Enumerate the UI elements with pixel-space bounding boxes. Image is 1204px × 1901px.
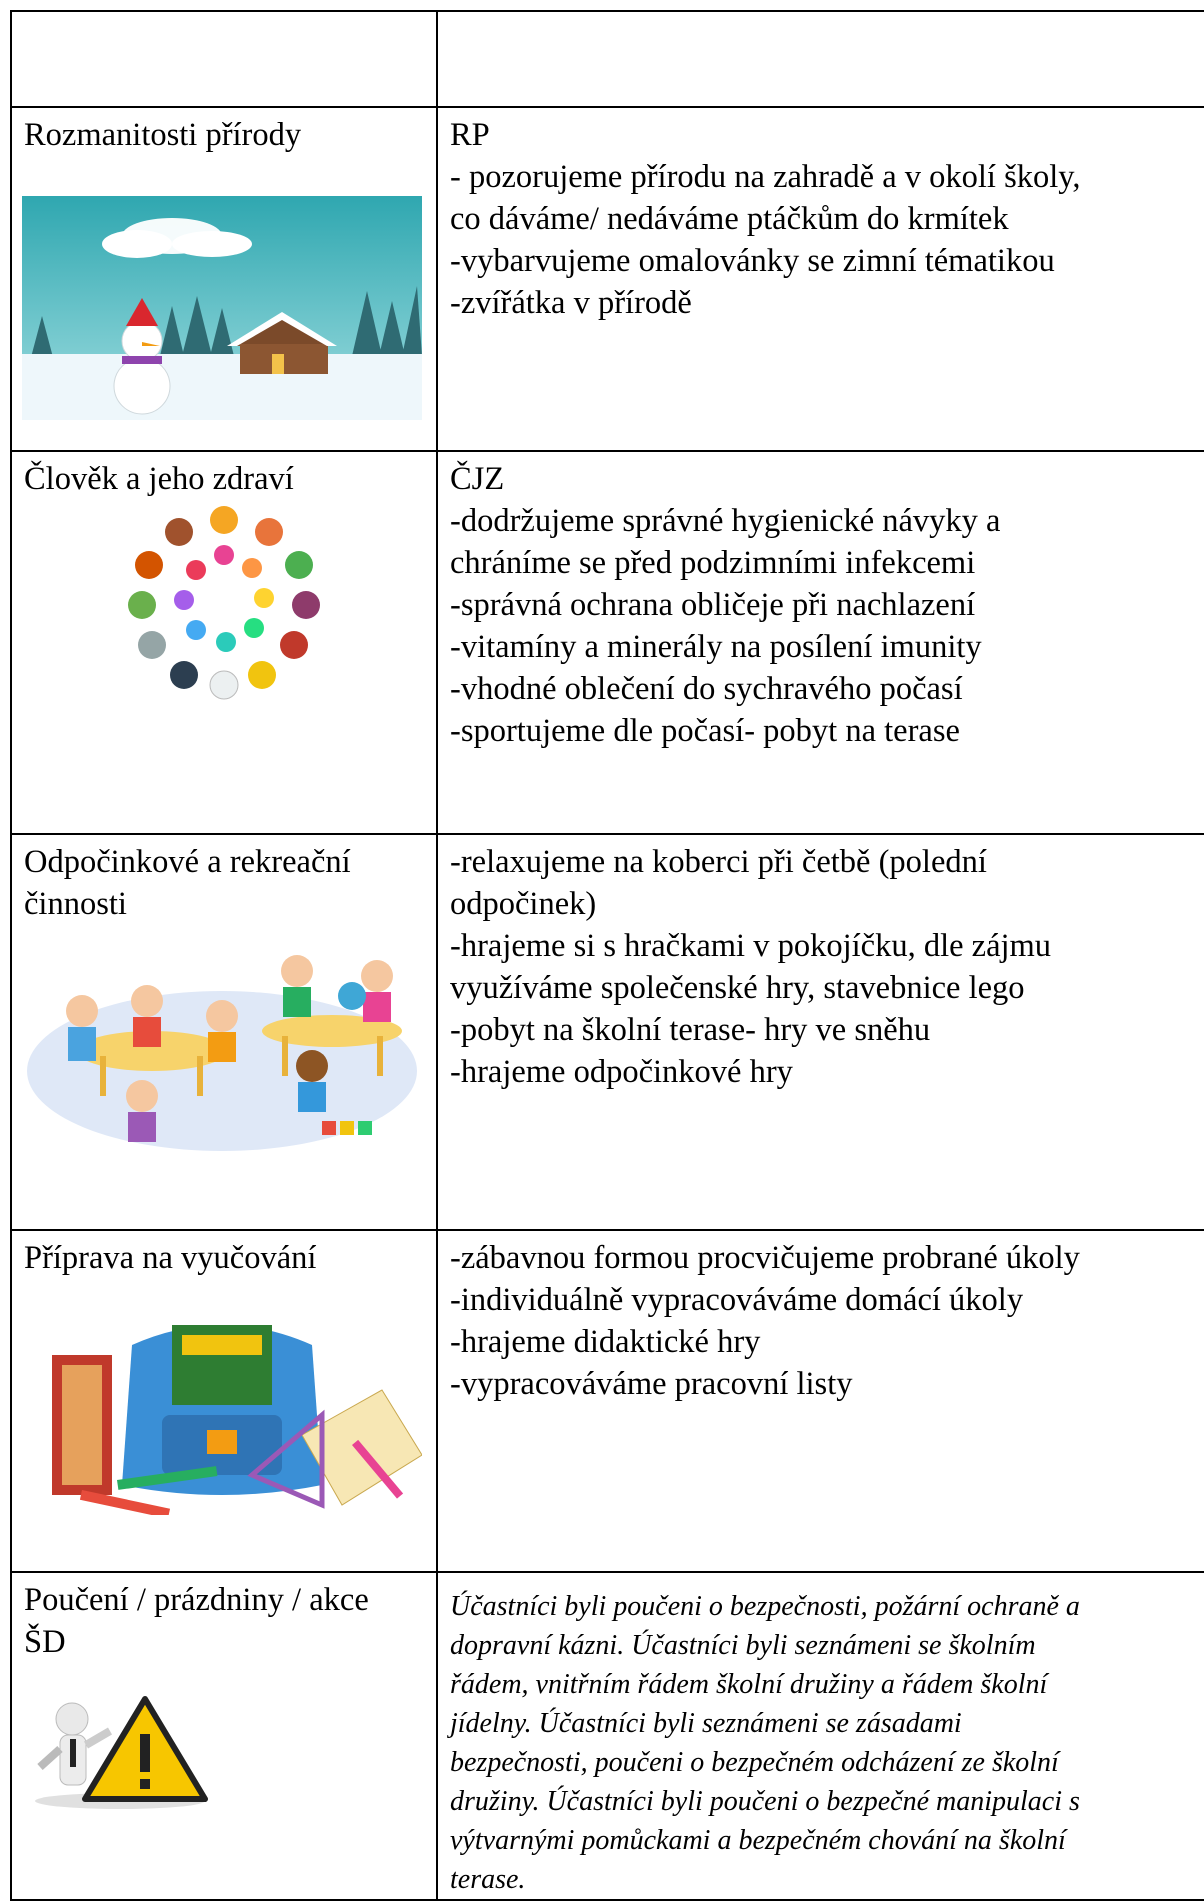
topic-title: ŠD bbox=[24, 1624, 66, 1660]
description-cell bbox=[437, 107, 1204, 451]
description-line: -hrajeme si s hračkami v pokojíčku, dle zájmu bbox=[450, 928, 1052, 964]
description-line: -zábavnou formou procvičujeme probrané úkoly bbox=[450, 1240, 1080, 1276]
subject-heading: ČJZ bbox=[450, 461, 505, 497]
description-line: -dodržujeme správné hygienické návyky a bbox=[450, 503, 1001, 539]
description-line: -hrajeme odpočinkové hry bbox=[450, 1054, 793, 1090]
topic-title: Příprava na vyučování bbox=[24, 1240, 317, 1276]
notice-line: Účastníci byli poučeni o bezpečnosti, požární ochraně a bbox=[450, 1591, 1080, 1622]
description-line: využíváme společenské hry, stavebnice lego bbox=[450, 970, 1025, 1006]
description-line: -vitamíny a minerály na posílení imunity bbox=[450, 629, 982, 665]
table-row bbox=[11, 1572, 1204, 1900]
table-row bbox=[11, 834, 1204, 1230]
notice-line: dopravní kázni. Účastníci byli seznámeni se školním bbox=[450, 1630, 1036, 1661]
description-line: -vhodné oblečení do sychravého počasí bbox=[450, 671, 963, 707]
empty-cell bbox=[437, 11, 1204, 107]
notice-line: výtvarnými pomůckami a bezpečném chování na školní bbox=[450, 1825, 1066, 1856]
topic-cell bbox=[11, 107, 437, 451]
description-line: -správná ochrana obličeje při nachlazení bbox=[450, 587, 976, 623]
description-line: - pozorujeme přírodu na zahradě a v okolí školy, bbox=[450, 159, 1081, 195]
description-line: -vybarvujeme omalovánky se zimní tématikou bbox=[450, 243, 1055, 279]
table-row bbox=[11, 1230, 1204, 1572]
topic-title: Rozmanitosti přírody bbox=[24, 117, 302, 153]
table-row-empty bbox=[11, 11, 1204, 107]
topic-cell bbox=[11, 1572, 437, 1900]
description-line: -vypracováváme pracovní listy bbox=[450, 1366, 853, 1402]
notice-cell bbox=[437, 1572, 1204, 1900]
description-line: -hrajeme didaktické hry bbox=[450, 1324, 761, 1360]
children-playing-illustration bbox=[22, 931, 426, 1155]
description-cell bbox=[437, 834, 1204, 1230]
description-line: -zvířátka v přírodě bbox=[450, 285, 692, 321]
topic-cell bbox=[11, 1230, 437, 1572]
vitamins-food-wheel-illustration bbox=[124, 500, 426, 700]
description-line: co dáváme/ nedáváme ptáčkům do krmítek bbox=[450, 201, 1009, 237]
table-row bbox=[11, 451, 1204, 834]
notice-line: terase. bbox=[450, 1864, 526, 1895]
notice-line: bezpečnosti, poučeni o bezpečném odcházení ze školní bbox=[450, 1747, 1059, 1778]
activity-plan-table bbox=[10, 10, 1204, 1901]
topic-cell bbox=[11, 451, 437, 834]
safety-notice bbox=[450, 1579, 1194, 1899]
topic-title: Poučení / prázdniny / akce bbox=[24, 1582, 369, 1618]
description-line: -sportujeme dle počasí- pobyt na terase bbox=[450, 713, 960, 749]
notice-line: jídelny. Účastníci byli seznámeni se zásadami bbox=[450, 1708, 962, 1739]
description-line: -individuálně vypracováváme domácí úkoly bbox=[450, 1282, 1024, 1318]
notice-line: družiny. Účastníci byli poučeni o bezpečné manipulaci s bbox=[450, 1786, 1080, 1817]
description-line: -pobyt na školní terase- hry ve sněhu bbox=[450, 1012, 931, 1048]
description-cell bbox=[437, 451, 1204, 834]
notice-line: řádem, vnitřním řádem školní družiny a řádem školní bbox=[450, 1669, 1048, 1700]
table-row bbox=[11, 107, 1204, 451]
topic-cell bbox=[11, 834, 437, 1230]
topic-title: Člověk a jeho zdraví bbox=[24, 461, 294, 497]
description-line: odpočinek) bbox=[450, 886, 597, 922]
topic-title: činnosti bbox=[24, 886, 127, 922]
description-cell bbox=[437, 1230, 1204, 1572]
subject-heading: RP bbox=[450, 117, 490, 153]
description-line: -relaxujeme na koberci při četbě (polední bbox=[450, 844, 987, 880]
school-backpack-books-illustration bbox=[22, 1305, 426, 1515]
description-line: chráníme se před podzimními infekcemi bbox=[450, 545, 976, 581]
topic-title: Odpočinkové a rekreační bbox=[24, 844, 351, 880]
empty-cell bbox=[11, 11, 437, 107]
warning-sign-figure-illustration bbox=[30, 1689, 426, 1809]
winter-snowman-cottage-illustration bbox=[22, 196, 426, 420]
